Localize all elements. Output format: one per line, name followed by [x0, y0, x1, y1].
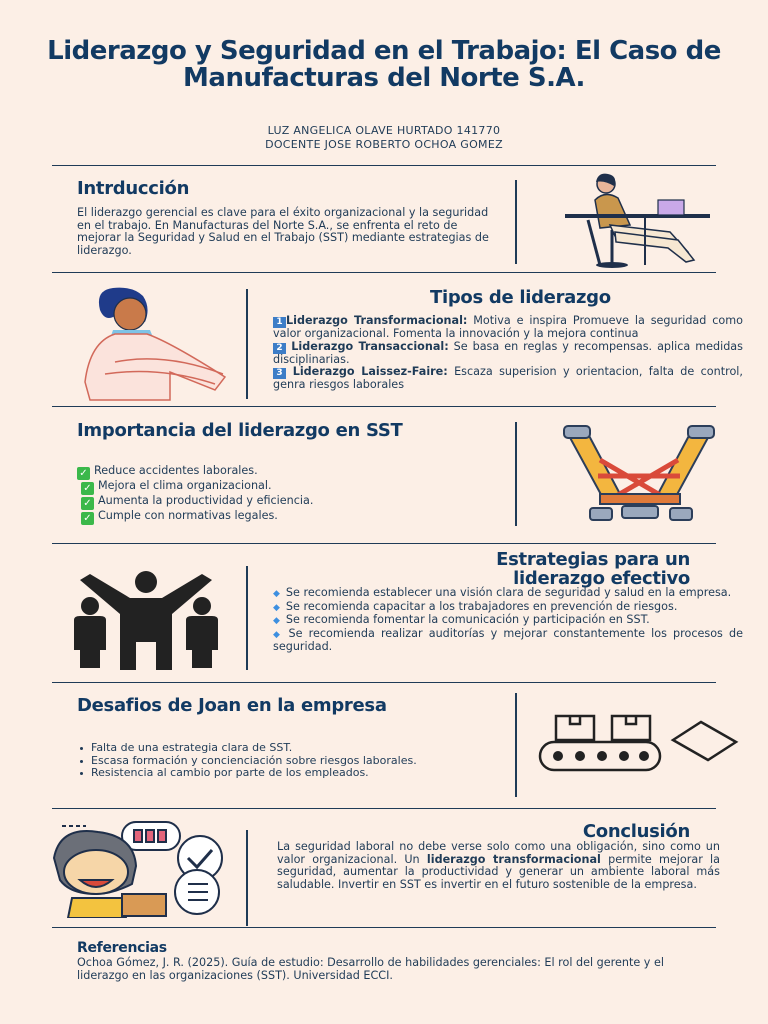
divider — [52, 272, 716, 273]
number-badge: 2 — [273, 343, 286, 354]
vertical-divider — [515, 180, 517, 264]
estrategia-item — [273, 587, 743, 601]
estrategia-text: Se recomienda capacitar a los trabajadores en prevención de riesgos. — [285, 599, 678, 613]
author-line: LUZ ANGELICA OLAVE HURTADO 141770 — [267, 124, 501, 137]
tipo-item — [273, 341, 743, 367]
authors — [60, 124, 708, 152]
group-people-icon — [66, 570, 226, 670]
tipo-name: Liderazgo Laissez-Faire: — [286, 365, 448, 379]
desafio-item: Escasa formación y concienciación sobre riesgos laborales. — [77, 755, 457, 768]
check-icon: ✓ — [77, 467, 90, 480]
divider — [52, 406, 716, 407]
estrategia-item — [273, 614, 743, 628]
estrategia-text: Se recomienda establecer una visión clara de seguridad y salud en la empresa. — [285, 586, 732, 599]
importancia-heading: Importancia del liderazgo en SST — [77, 420, 403, 441]
tipo-name: Liderazgo Transaccional: — [286, 339, 449, 353]
conclusion-heading: Conclusión — [582, 821, 690, 842]
conveyor-boxes-icon — [538, 708, 748, 778]
conclusion-bold: liderazgo transformacional — [426, 852, 601, 866]
check-item-text: Reduce accidentes laborales. — [94, 464, 258, 477]
number-badge: 1 — [273, 317, 286, 328]
vertical-divider — [515, 422, 517, 526]
tipos-list — [273, 315, 743, 392]
check-item — [77, 480, 497, 495]
referencias-text: Ochoa Gómez, J. R. (2025). Guía de estudio: Desarrollo de habilidades gerenciales: El rol del gerente y el liderazgo en las organizaciones (SST). Universidad ECCI. — [77, 956, 664, 982]
intro-heading: Intrducción — [77, 178, 190, 199]
divider — [52, 808, 716, 809]
diamond-icon: ◆ — [273, 589, 280, 599]
happy-worker-tasks-illustration — [52, 818, 232, 918]
check-icon: ✓ — [81, 482, 94, 495]
check-item-text: Aumenta la productividad y eficiencia. — [98, 494, 314, 507]
desafios-list — [77, 742, 457, 780]
estrategia-text: Se recomienda fomentar la comunicación y participación en SST. — [285, 613, 650, 627]
vertical-divider — [246, 289, 248, 399]
divider — [52, 165, 716, 166]
divider — [52, 682, 716, 683]
intro-text: El liderazgo gerencial es clave para el éxito organizacional y la seguridad en el trabajo. En Manufacturas del Norte S.A., se enfrenta el reto de mejorar la Seguridad y Salud en el Trabajo (SST) mediante estrategias de liderazgo. — [77, 206, 489, 257]
diamond-icon: ◆ — [273, 616, 280, 627]
page-title: Liderazgo y Seguridad en el Trabajo: El Caso de Manufacturas del Norte S.A. — [47, 36, 721, 93]
check-item-text: Cumple con normativas legales. — [98, 509, 278, 522]
vertical-divider — [246, 566, 248, 670]
desafios-heading: Desafios de Joan en la empresa — [77, 695, 387, 716]
woman-laptop-illustration — [560, 170, 720, 270]
vertical-divider — [246, 830, 248, 926]
check-item — [77, 510, 497, 525]
conclusion-text — [277, 841, 720, 891]
check-item — [77, 465, 497, 480]
desafio-item: Resistencia al cambio por parte de los empleados. — [77, 767, 457, 780]
safety-harness-illustration — [560, 420, 720, 528]
importancia-list — [77, 465, 497, 525]
tipo-desc: Se basa en reglas y recompensas. aplica medidas disciplinarias. — [273, 339, 743, 366]
conclusion-text-part: La seguridad laboral no debe verse solo como una obligación, sino como un valor organizacional. Un — [277, 840, 720, 866]
diamond-icon: ◆ — [273, 629, 283, 640]
desafio-item: Falta de una estrategia clara de SST. — [77, 742, 457, 755]
check-item — [77, 495, 497, 510]
tipo-name: Liderazgo Transformacional: — [286, 314, 468, 327]
diamond-icon: ◆ — [273, 602, 280, 613]
teacher-line: DOCENTE JOSE ROBERTO OCHOA GOMEZ — [265, 138, 503, 151]
estrategia-text: Se recomienda realizar auditorías y mejorar constantemente los procesos de seguridad. — [273, 626, 744, 654]
estrategias-heading: Estrategias para un liderazgo efectivo — [496, 549, 690, 589]
vertical-divider — [515, 693, 517, 797]
tipos-heading: Tipos de liderazgo — [430, 287, 611, 308]
check-icon: ✓ — [81, 512, 94, 525]
referencias-heading: Referencias — [77, 940, 167, 956]
check-item-text: Mejora el clima organizacional. — [98, 479, 272, 492]
tipo-item — [273, 366, 743, 392]
tipo-desc: Motiva e inspira Promueve la seguridad como valor organizacional. Fomenta la innovación y la mejora continua — [273, 314, 743, 340]
estrategia-item — [273, 628, 743, 654]
tipo-item — [273, 315, 743, 341]
estrategia-item — [273, 601, 743, 615]
divider — [52, 543, 716, 544]
divider — [52, 927, 716, 928]
number-badge: 3 — [273, 368, 286, 379]
check-icon: ✓ — [81, 497, 94, 510]
conclusion-text-part: permite mejorar la seguridad, aumentar la productividad y generar un ambiente laboral más saludable. Invertir en SST es invertir en el futuro sostenible de la empresa. — [277, 852, 721, 891]
tipo-desc: Escaza superision y orientacion, falta de control, genra riesgos laborales — [273, 365, 743, 392]
estrategias-list — [273, 587, 743, 654]
woman-arms-crossed-illustration — [75, 282, 235, 402]
